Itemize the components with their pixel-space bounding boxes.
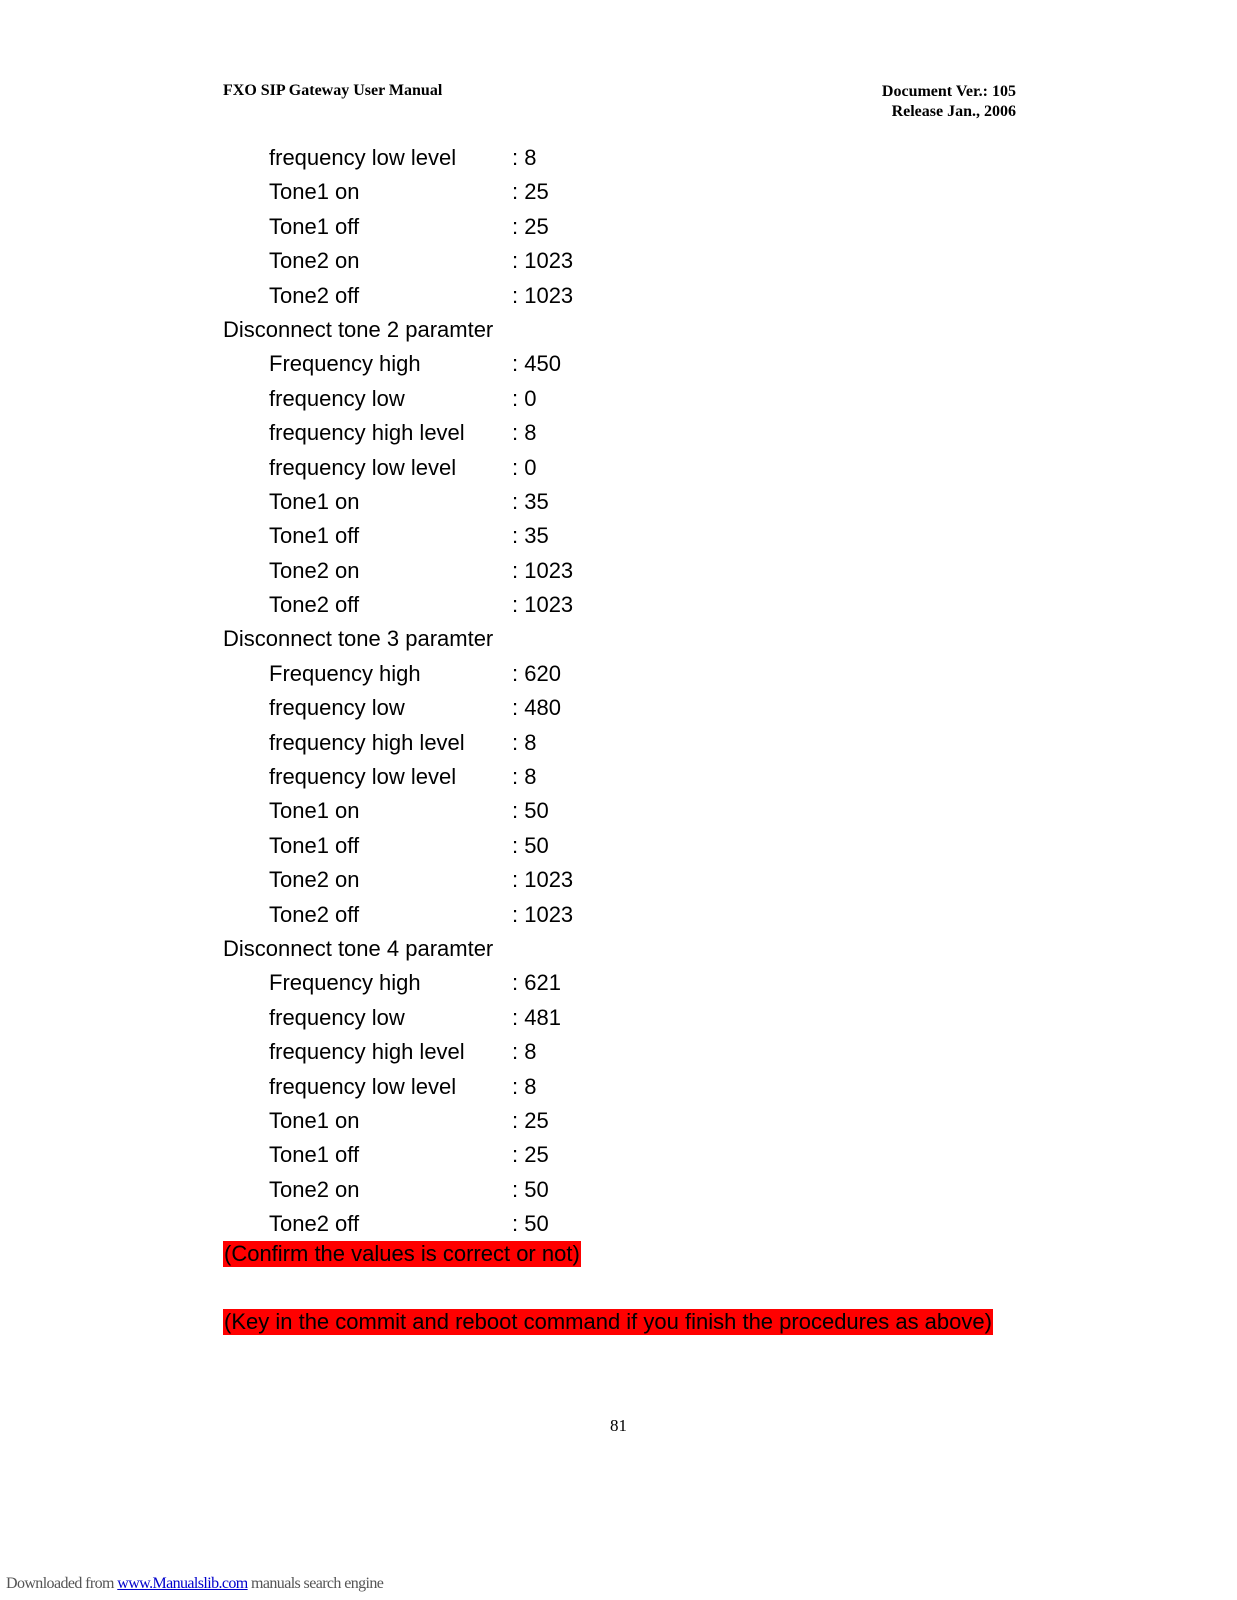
section-heading: Disconnect tone 4 paramter xyxy=(223,935,494,961)
release-date: Release Jan., 2006 xyxy=(891,103,1016,120)
parameter-row xyxy=(223,1173,1023,1207)
parameter-label: Tone1 off xyxy=(269,213,360,239)
parameter-value: : 8 xyxy=(512,764,537,790)
parameter-value: : 35 xyxy=(512,488,549,514)
parameter-row xyxy=(223,244,1023,278)
parameter-value: : 8 xyxy=(512,729,537,755)
document-version-block xyxy=(840,82,1016,122)
confirm-note xyxy=(223,1241,581,1267)
download-footer xyxy=(6,1575,383,1593)
parameter-label: Tone2 off xyxy=(269,1211,360,1237)
parameter-row xyxy=(223,519,1023,553)
parameter-row xyxy=(223,966,1023,1000)
parameter-label: Tone2 on xyxy=(269,867,360,893)
parameter-label: Tone1 on xyxy=(269,488,360,514)
parameter-value: : 620 xyxy=(512,660,561,686)
parameter-value: : 1023 xyxy=(512,901,574,927)
parameter-label: Frequency high xyxy=(269,351,421,377)
parameter-label: frequency low level xyxy=(269,1073,457,1099)
parameter-row xyxy=(223,210,1023,244)
parameter-label: frequency low xyxy=(269,695,405,721)
parameter-label: frequency high level xyxy=(269,1039,465,1065)
parameter-row xyxy=(223,1001,1023,1035)
parameter-label: Tone2 off xyxy=(269,282,360,308)
parameter-row xyxy=(223,829,1023,863)
section-heading: Disconnect tone 2 paramter xyxy=(223,316,494,342)
parameter-label: Tone1 on xyxy=(269,1107,360,1133)
parameter-value: : 35 xyxy=(512,523,549,549)
parameter-value: : 0 xyxy=(512,385,537,411)
page-number: 81 xyxy=(610,1416,627,1435)
document-title: FXO SIP Gateway User Manual xyxy=(223,82,443,99)
parameter-value: : 1023 xyxy=(512,557,574,583)
parameter-row xyxy=(223,1138,1023,1172)
parameter-value: : 25 xyxy=(512,1142,549,1168)
parameter-label: Tone1 on xyxy=(269,179,360,205)
parameter-value: : 8 xyxy=(512,1039,537,1065)
parameter-value: : 481 xyxy=(512,1004,561,1030)
parameter-label: frequency low xyxy=(269,1004,405,1030)
parameter-row xyxy=(223,347,1023,381)
document-version: Document Ver.: 105 xyxy=(881,83,1016,100)
parameter-value: : 25 xyxy=(512,213,549,239)
parameter-row xyxy=(223,794,1023,828)
parameter-value: : 1023 xyxy=(512,282,574,308)
parameter-label: frequency high level xyxy=(269,729,465,755)
parameter-value: : 621 xyxy=(512,970,561,996)
parameter-row xyxy=(223,416,1023,450)
parameter-value: : 480 xyxy=(512,695,561,721)
parameter-label: Frequency high xyxy=(269,970,421,996)
manualslib-link[interactable]: www.Manualslib.com xyxy=(117,1575,248,1592)
parameter-label: Tone2 on xyxy=(269,557,360,583)
parameter-row xyxy=(223,1207,1023,1241)
parameter-label: Tone1 off xyxy=(269,832,360,858)
commit-note-text: (Key in the commit and reboot command if you finish the procedures as above) xyxy=(224,1309,992,1334)
parameter-row xyxy=(223,760,1023,794)
parameter-label: Tone1 off xyxy=(269,1142,360,1168)
parameter-label: frequency high level xyxy=(269,420,465,446)
parameter-value: : 50 xyxy=(512,798,549,824)
parameter-row xyxy=(223,588,1023,622)
parameter-row xyxy=(223,863,1023,897)
parameter-value: : 50 xyxy=(512,1211,549,1237)
parameter-row xyxy=(223,485,1023,519)
section-heading: Disconnect tone 3 paramter xyxy=(223,626,494,652)
parameter-label: frequency low level xyxy=(269,454,457,480)
footer-suffix: manuals search engine xyxy=(247,1575,384,1592)
parameter-value: : 25 xyxy=(512,179,549,205)
parameter-value: : 1023 xyxy=(512,867,574,893)
parameter-row xyxy=(223,382,1023,416)
parameter-value: : 25 xyxy=(512,1107,549,1133)
parameter-row xyxy=(223,1104,1023,1138)
parameter-row xyxy=(223,554,1023,588)
parameter-label: Tone1 off xyxy=(269,523,360,549)
parameter-row xyxy=(223,657,1023,691)
parameter-label: Frequency high xyxy=(269,660,421,686)
parameter-value: : 0 xyxy=(512,454,537,480)
parameter-row xyxy=(223,1070,1023,1104)
parameter-row xyxy=(223,691,1023,725)
parameter-label: frequency low level xyxy=(269,764,457,790)
parameter-row xyxy=(223,898,1023,932)
parameter-value: : 50 xyxy=(512,1176,549,1202)
commit-note xyxy=(223,1309,993,1335)
parameter-label: Tone1 on xyxy=(269,798,360,824)
parameter-value: : 50 xyxy=(512,832,549,858)
parameter-value: : 8 xyxy=(512,420,537,446)
parameter-value: : 450 xyxy=(512,351,561,377)
footer-prefix: Downloaded from xyxy=(6,1575,118,1592)
parameter-label: frequency low level xyxy=(269,145,457,170)
parameter-value: : 1023 xyxy=(512,592,574,618)
parameter-value: : 8 xyxy=(512,145,537,170)
parameter-row xyxy=(223,451,1023,485)
parameter-label: Tone2 on xyxy=(269,1176,360,1202)
parameter-listing xyxy=(223,141,1023,1242)
parameter-row xyxy=(223,1035,1023,1069)
parameter-row xyxy=(223,726,1023,760)
parameter-row xyxy=(223,279,1023,313)
parameter-row xyxy=(223,141,1023,175)
parameter-label: Tone2 on xyxy=(269,248,360,274)
parameter-row xyxy=(223,175,1023,209)
parameter-value: : 8 xyxy=(512,1073,537,1099)
parameter-value: : 1023 xyxy=(512,248,574,274)
parameter-label: Tone2 off xyxy=(269,901,360,927)
parameter-label: Tone2 off xyxy=(269,592,360,618)
confirm-note-text: (Confirm the values is correct or not) xyxy=(224,1241,580,1266)
parameter-label: frequency low xyxy=(269,385,405,411)
